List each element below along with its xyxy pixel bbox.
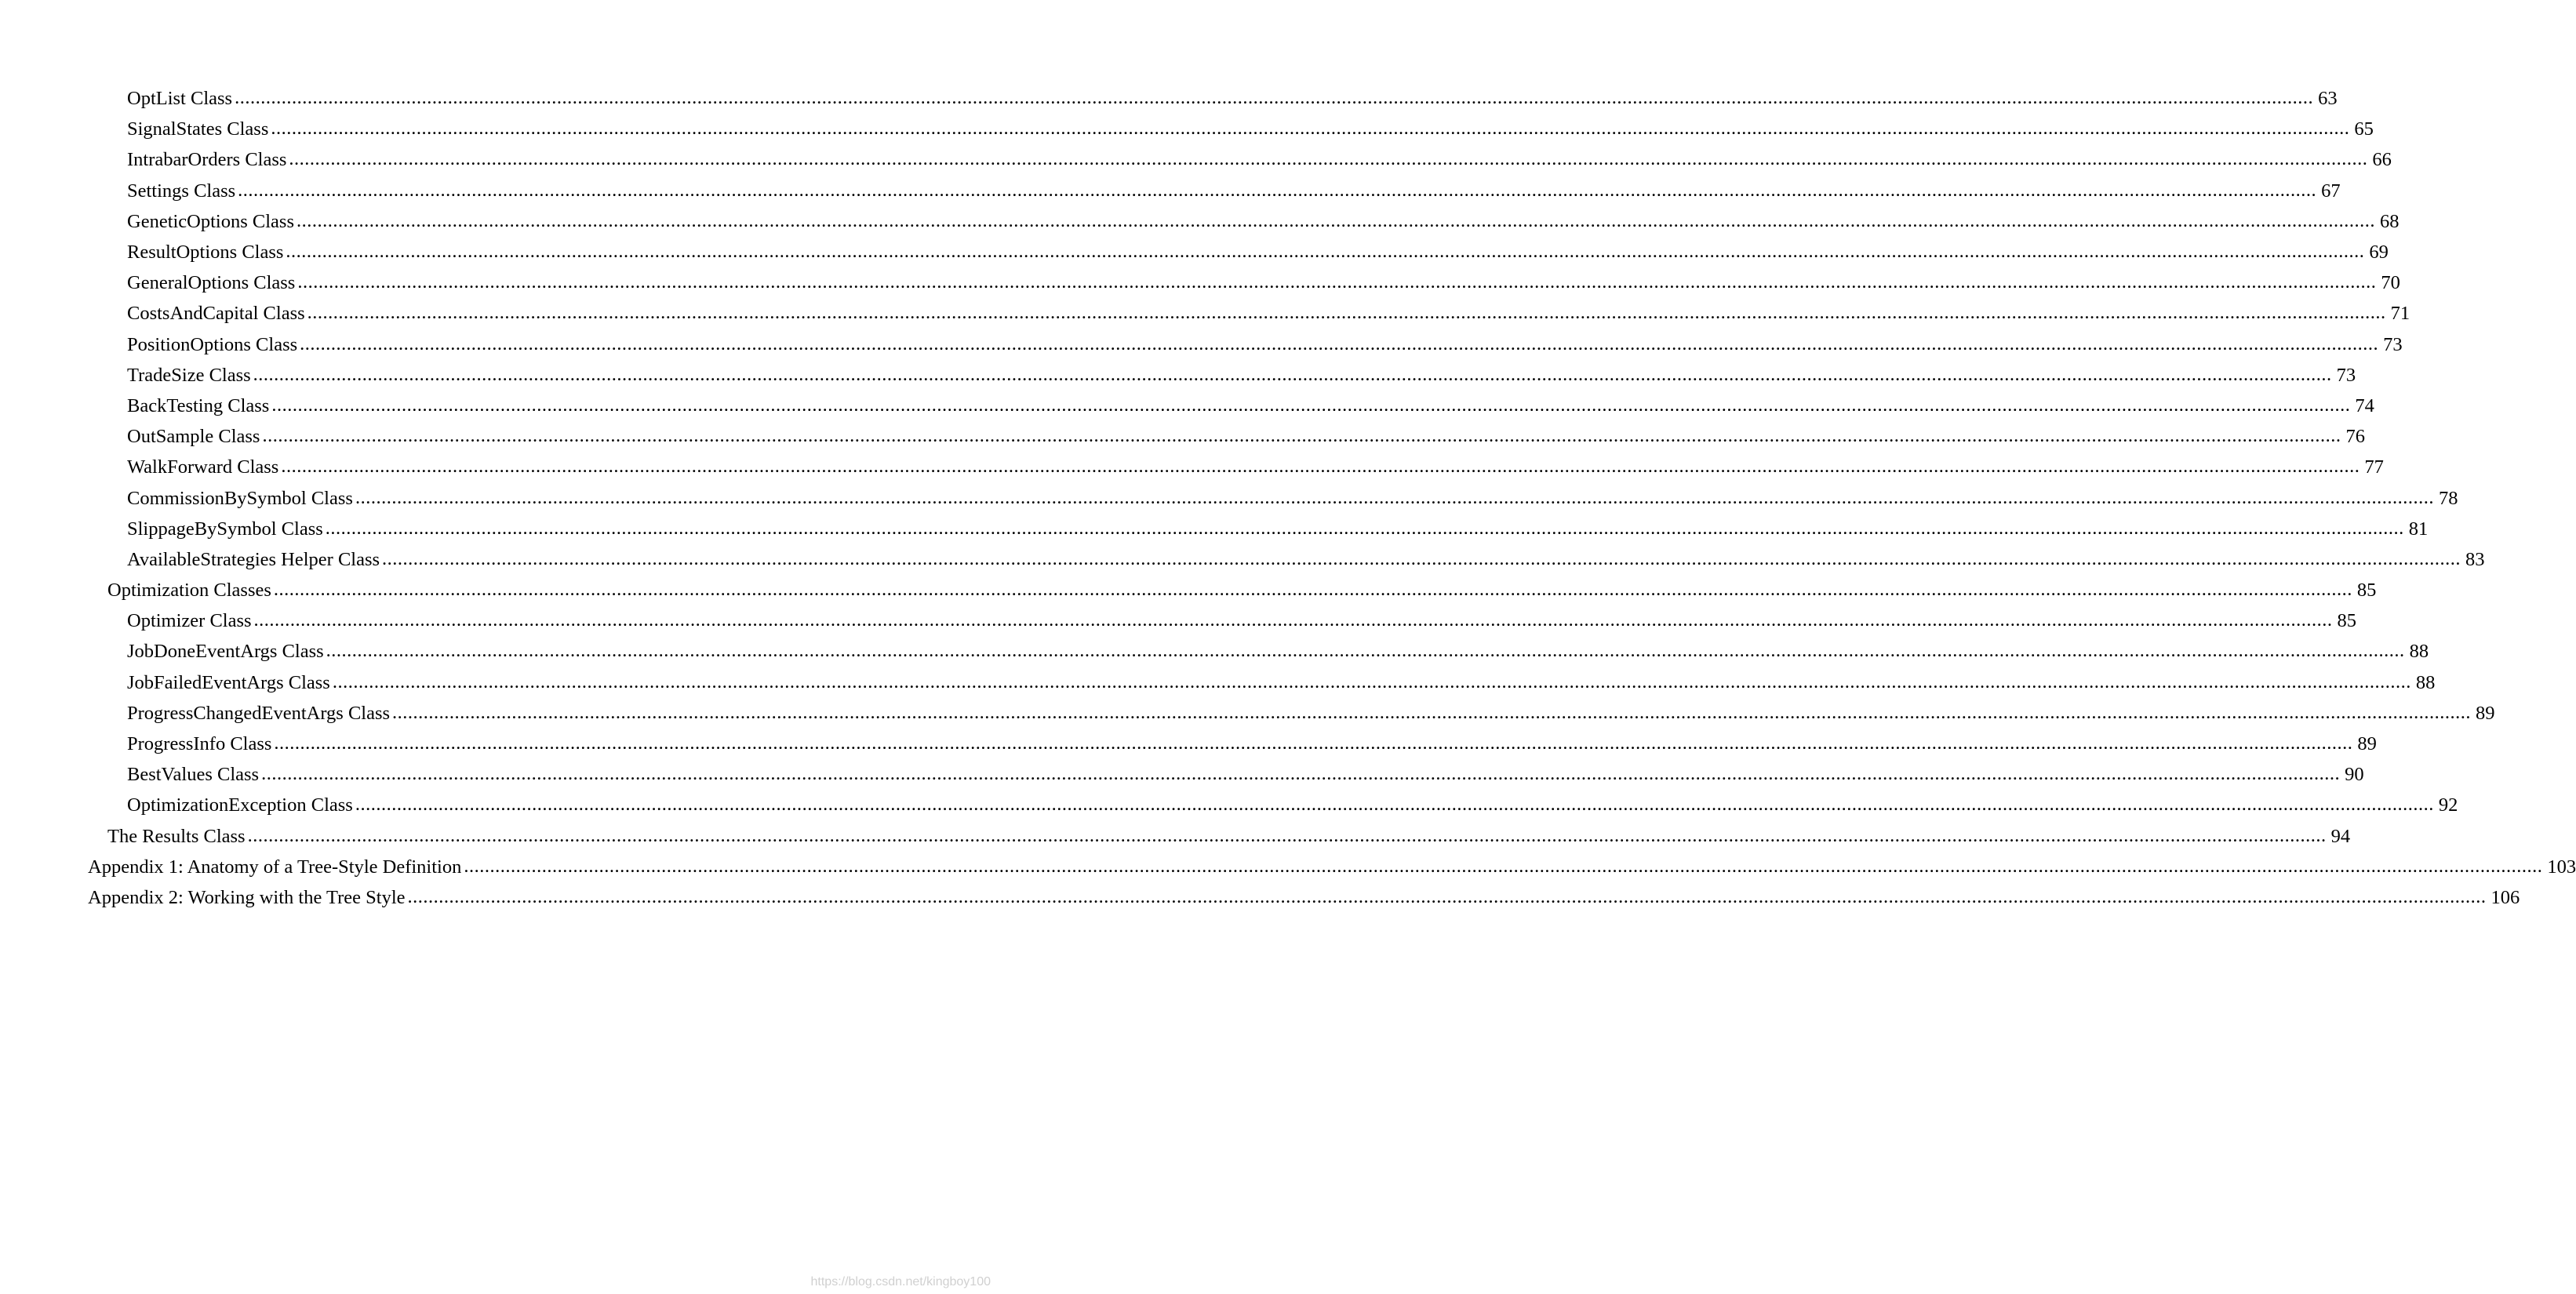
toc-entry-title: JobDoneEventArgs Class	[127, 641, 324, 663]
watermark: https://blog.csdn.net/kingboy100	[810, 1275, 991, 1289]
dot-leader: ................................................................................................................................................................................................................................................................................................................................................................................................................	[407, 885, 2487, 907]
toc-entry[interactable]	[88, 237, 2389, 267]
dot-leader: ................................................................................................................................................................................................................................................................................................................................................................................................................	[382, 547, 2461, 569]
toc-entry[interactable]	[88, 206, 2400, 237]
toc-entry-page: 70	[2381, 272, 2400, 294]
toc-entry-title: SignalStates Class	[127, 118, 269, 140]
dot-leader: ................................................................................................................................................................................................................................................................................................................................................................................................................	[253, 609, 2333, 631]
toc-entry[interactable]	[88, 452, 2384, 482]
toc-entry-page: 74	[2355, 394, 2374, 416]
toc-entry-page: 78	[2438, 487, 2458, 509]
toc-entry[interactable]	[88, 544, 2485, 575]
toc-entry-page: 85	[2337, 610, 2357, 632]
toc-entry-title: Appendix 2: Working with the Tree Style	[88, 886, 406, 908]
toc-entry-title: JobFailedEventArgs Class	[127, 671, 330, 693]
toc-entry-title: SlippageBySymbol Class	[127, 518, 323, 540]
toc-entry-page: 88	[2409, 641, 2429, 663]
toc-entry[interactable]	[88, 575, 2377, 605]
dot-leader: ................................................................................................................................................................................................................................................................................................................................................................................................................	[274, 732, 2353, 754]
toc-entry-page: 85	[2356, 580, 2377, 602]
dot-leader: ................................................................................................................................................................................................................................................................................................................................................................................................................	[247, 824, 2327, 846]
toc-entry-page: 89	[2357, 733, 2377, 755]
toc-entry-title: AvailableStrategies Helper Class	[127, 548, 380, 570]
toc-entry[interactable]	[88, 852, 2576, 882]
toc-entry-page: 76	[2345, 426, 2365, 448]
toc-entry[interactable]	[88, 421, 2365, 452]
dot-leader: ................................................................................................................................................................................................................................................................................................................................................................................................................	[332, 671, 2411, 692]
toc-entry[interactable]	[88, 882, 2520, 913]
dot-leader: ................................................................................................................................................................................................................................................................................................................................................................................................................	[355, 794, 2434, 816]
toc-entry-title: GeneralOptions Class	[127, 272, 296, 294]
toc-entry-page: 89	[2476, 702, 2495, 724]
toc-entry[interactable]	[88, 667, 2436, 698]
toc-entry[interactable]	[88, 698, 2495, 729]
toc-entry-page: 68	[2380, 210, 2400, 232]
toc-entry-title: WalkForward Class	[127, 456, 279, 478]
toc-entry-title: The Results Class	[107, 825, 246, 847]
toc-entry-title: ProgressInfo Class	[127, 733, 272, 755]
dot-leader: ................................................................................................................................................................................................................................................................................................................................................................................................................	[464, 855, 2543, 877]
toc-entry-title: CommissionBySymbol Class	[127, 487, 353, 509]
dot-leader: ................................................................................................................................................................................................................................................................................................................................................................................................................	[238, 179, 2317, 201]
toc-entry-page: 71	[2390, 303, 2410, 325]
toc-entry-page: 73	[2336, 364, 2356, 386]
dot-leader: ................................................................................................................................................................................................................................................................................................................................................................................................................	[286, 241, 2365, 263]
toc-entry-page: 94	[2330, 825, 2351, 847]
toc-entry[interactable]	[88, 83, 2338, 114]
toc-entry-page: 81	[2408, 518, 2429, 540]
toc-entry[interactable]	[88, 176, 2341, 206]
dot-leader: ................................................................................................................................................................................................................................................................................................................................................................................................................	[307, 302, 2386, 324]
toc-entry-title: ResultOptions Class	[127, 242, 284, 264]
toc-entry-page: 90	[2345, 764, 2364, 786]
toc-entry-page: 65	[2354, 118, 2374, 140]
dot-leader: ................................................................................................................................................................................................................................................................................................................................................................................................................	[355, 486, 2434, 508]
toc-entry-title: OptList Class	[127, 88, 233, 110]
toc-entry-page: 67	[2321, 180, 2341, 202]
dot-leader: ................................................................................................................................................................................................................................................................................................................................................................................................................	[271, 118, 2350, 140]
toc-entry[interactable]	[88, 636, 2429, 667]
toc-entry-page: 83	[2465, 548, 2485, 570]
toc-entry[interactable]	[88, 821, 2351, 852]
toc-entry-page: 103	[2547, 856, 2576, 878]
toc-entry-title: OptimizationException Class	[127, 794, 353, 816]
dot-leader: ................................................................................................................................................................................................................................................................................................................................................................................................................	[235, 87, 2314, 109]
toc-entry-title: TradeSize Class	[127, 364, 251, 386]
toc-entry-title: IntrabarOrders Class	[127, 149, 287, 171]
toc-entry[interactable]	[88, 605, 2357, 636]
toc-entry[interactable]	[88, 329, 2403, 360]
toc-entry-title: GeneticOptions Class	[127, 210, 294, 232]
toc-entry-title: CostsAndCapital Class	[127, 303, 305, 325]
toc-entry-page: 63	[2318, 88, 2338, 110]
toc-entry-title: Optimization Classes	[107, 580, 271, 602]
toc-entry[interactable]	[88, 360, 2356, 391]
dot-leader: ................................................................................................................................................................................................................................................................................................................................................................................................................	[297, 271, 2377, 293]
toc-entry-title: Appendix 1: Anatomy of a Tree-Style Definition	[88, 856, 462, 878]
toc-entry[interactable]	[88, 144, 2392, 175]
toc-entry-title: OutSample Class	[127, 426, 260, 448]
toc-entry[interactable]	[88, 729, 2377, 759]
toc-entry-page: 106	[2490, 886, 2520, 908]
toc-entry-page: 66	[2372, 149, 2392, 171]
toc-entry[interactable]	[88, 759, 2364, 790]
toc-entry[interactable]	[88, 391, 2374, 421]
dot-leader: ................................................................................................................................................................................................................................................................................................................................................................................................................	[253, 363, 2332, 385]
toc-entry-title: BackTesting Class	[127, 394, 270, 416]
dot-leader: ................................................................................................................................................................................................................................................................................................................................................................................................................	[297, 209, 2375, 231]
toc-entry-page: 69	[2369, 242, 2389, 264]
dot-leader: ................................................................................................................................................................................................................................................................................................................................................................................................................	[300, 333, 2379, 354]
toc-entry[interactable]	[88, 514, 2429, 544]
toc-entry-title: Optimizer Class	[127, 610, 252, 632]
dot-leader: ................................................................................................................................................................................................................................................................................................................................................................................................................	[326, 640, 2405, 662]
dot-leader: ................................................................................................................................................................................................................................................................................................................................................................................................................	[289, 148, 2368, 170]
toc-entry[interactable]	[88, 114, 2374, 144]
dot-leader: ................................................................................................................................................................................................................................................................................................................................................................................................................	[261, 763, 2341, 785]
toc-entry[interactable]	[88, 298, 2410, 329]
toc-entry-page: 77	[2364, 456, 2384, 478]
dot-leader: ................................................................................................................................................................................................................................................................................................................................................................................................................	[271, 394, 2351, 416]
toc-entry-title: BestValues Class	[127, 764, 260, 786]
toc-entry-title: PositionOptions Class	[127, 333, 298, 355]
dot-leader: ................................................................................................................................................................................................................................................................................................................................................................................................................	[262, 425, 2341, 447]
toc-entry[interactable]	[88, 267, 2400, 298]
dot-leader: ................................................................................................................................................................................................................................................................................................................................................................................................................	[392, 701, 2472, 723]
dot-leader: ................................................................................................................................................................................................................................................................................................................................................................................................................	[273, 579, 2352, 601]
toc-entry[interactable]	[88, 482, 2458, 513]
dot-leader: ................................................................................................................................................................................................................................................................................................................................................................................................................	[325, 517, 2404, 539]
dot-leader: ................................................................................................................................................................................................................................................................................................................................................................................................................	[281, 456, 2360, 478]
table-of-contents	[88, 83, 2576, 913]
toc-entry-page: 88	[2415, 671, 2436, 693]
toc-entry-page: 73	[2383, 333, 2403, 355]
toc-entry-page: 92	[2438, 794, 2458, 816]
toc-entry[interactable]	[88, 790, 2458, 820]
toc-entry-title: ProgressChangedEventArgs Class	[127, 702, 391, 724]
toc-entry-title: Settings Class	[127, 180, 236, 202]
